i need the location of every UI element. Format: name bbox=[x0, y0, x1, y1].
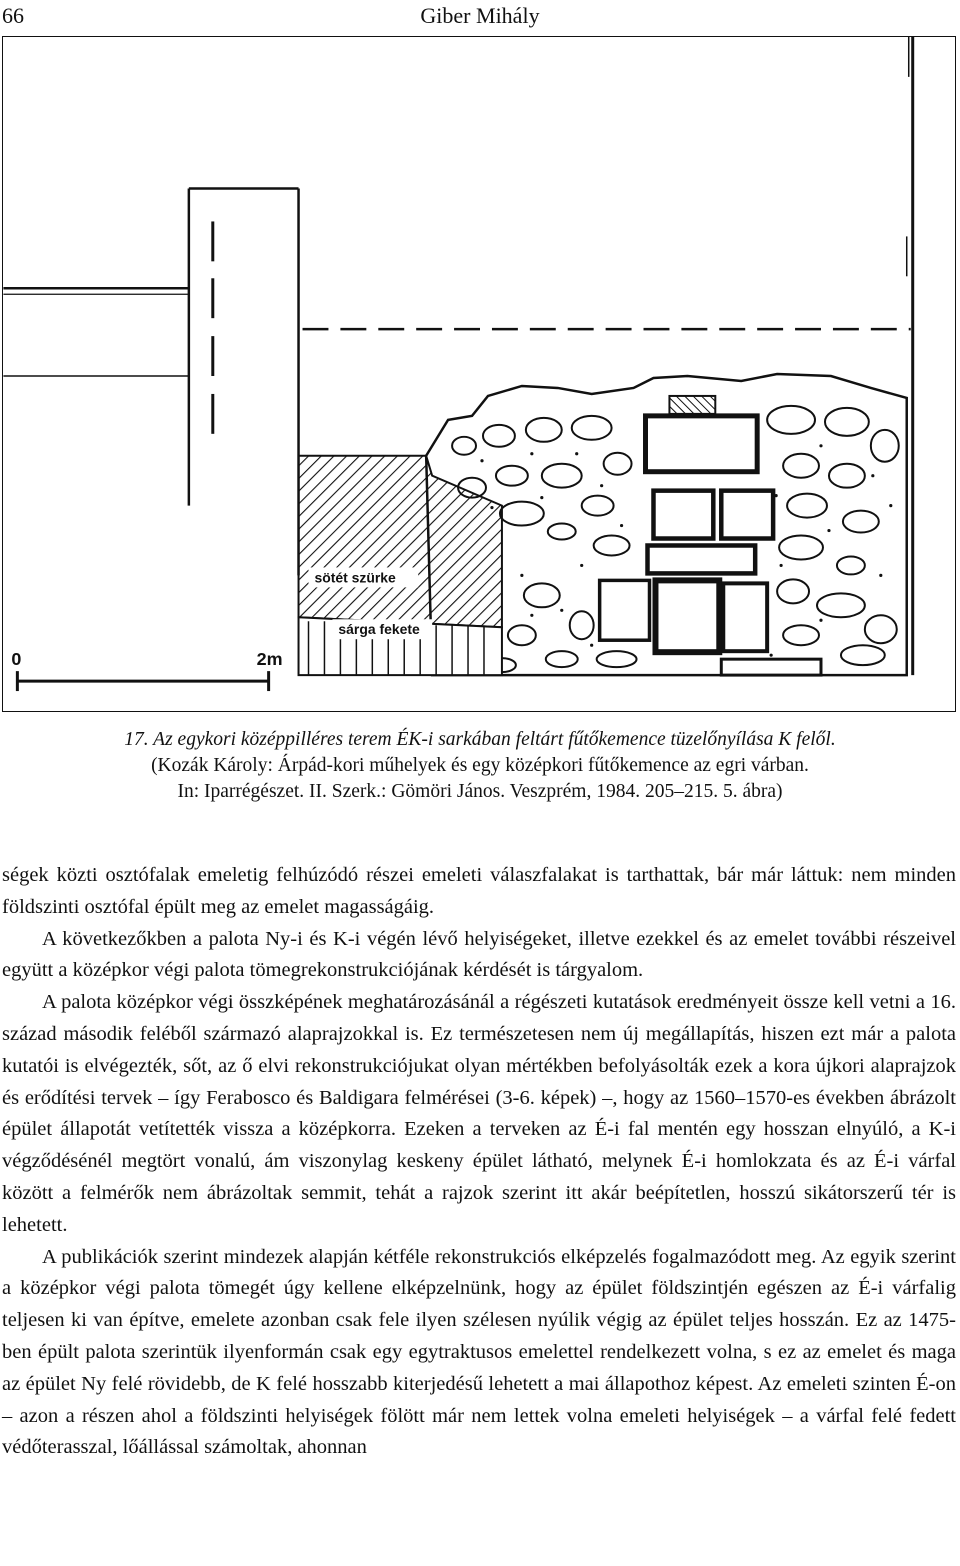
hatched-layer bbox=[299, 456, 502, 627]
layer-label-lower: sárga fekete bbox=[338, 621, 420, 638]
paragraph-4: A publikációk szerint mindezek alapján kétféle rekonstrukciós elképzelés fogalmazódott meg. Az egyik szerint a középkor végi palota tömegét úgy kellene elképzelnünk, hogy az épület földszintjén egészen az É-i várfalig teljesen ki van építve, emelete azonban csak fele ilyen szélesen nyúlik végig az épület teljes hosszán. Ez az 1475-ben épült palota szerintük ilyenformán csak egy egytraktusos emelettel rendelkezett volna, s ez az emelet és maga az épület Ny felé rövidebb, de K felé hosszabb kiterjedésű lehetett a mai állapothoz képest. Az emeleti szinten É-on – azon a részen ahol a földszinti helyiségek fölött már nem lettek volna emeleti helyiségek – a várfal felé fedett védőterasszal, lőállással számoltak, ahonnan bbox=[2, 1245, 956, 1459]
paragraph-2: A következőkben a palota Ny-i és K-i végén lévő helyiségeket, illetve ezekkel és az emelet további részeivel együtt a középkor végi palota tömegrekonstrukciójának kérdését is tárgyalom. bbox=[2, 927, 956, 982]
excavation-section-drawing bbox=[3, 37, 955, 711]
figure-caption bbox=[0, 727, 960, 805]
figure-drawing bbox=[2, 36, 956, 712]
scale-start-label: 0 bbox=[11, 649, 22, 670]
body-text bbox=[2, 860, 956, 1464]
lower-layer bbox=[299, 617, 502, 675]
layer-label-upper: sötét szürke bbox=[314, 569, 396, 586]
pillar bbox=[189, 189, 299, 576]
scale-bar bbox=[11, 649, 282, 691]
paragraph-3: A palota középkor végi összképének meghatározásánál a régészeti kutatások eredményeit össze kell vetni a 16. század második feléből származó alaprajzokkal is. Ez természetesen nem új megállapítás, hiszen ezt már a palota kutatói is elvégezték, sőt, az ő elvi rekonstrukciójukat olyan mértékben befolyásolták ezek a kora újkori alaprajzok és erődítési tervek – így Ferabosco és Baldigara felmérései (3-6. képek) –, hogy az 1560–1570-es években ábrázolt épület állapotát vetítették vissza a középkorra. Ezeken a terveken az É-i fal mentén egy hosszan elnyúló, a K-i végződésénél megtört vonalú, ám viszonylag keskeny épület látható, melynek É-i homlokzata és az É-i várfal között a felmérők nem ábrázoltak semmit, tehát a rajzok szerint itt akár beépítetlen, hosszú sikátorszerű tér is lehetett. bbox=[2, 991, 956, 1236]
caption-line-3: In: Iparrégészet. II. Szerk.: Gömöri János. Veszprém, 1984. 205–215. 5. ábra) bbox=[177, 781, 783, 802]
caption-line-2: (Kozák Károly: Árpád-kori műhelyek és egy középkori fűtőkemence az egri várban. bbox=[151, 755, 809, 776]
scale-end-label: 2m bbox=[256, 649, 283, 670]
page-header bbox=[0, 0, 960, 34]
page-number: 66 bbox=[2, 3, 24, 28]
caption-line-1: 17. Az egykori középpilléres terem ÉK-i sarkában feltárt fűtőkemence tüzelőnyílása K felől. bbox=[124, 729, 836, 750]
left-wall bbox=[3, 288, 188, 376]
running-title: Giber Mihály bbox=[420, 3, 540, 28]
paragraph-1: ségek közti osztófalak emeletig felhúzódó részei emeleti válaszfalakat is tarthattak, bár már láttuk: nem minden földszinti osztófal épült meg az emelet magasságáig. bbox=[2, 864, 956, 918]
